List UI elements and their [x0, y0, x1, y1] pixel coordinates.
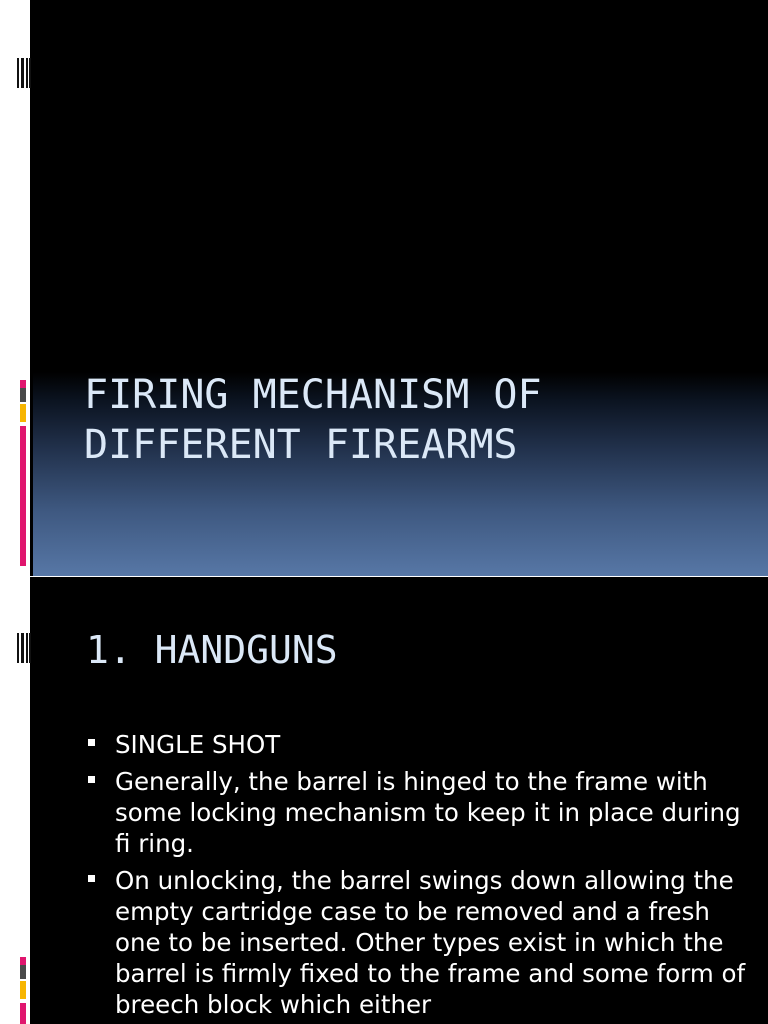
slide-title: FIRING MECHANISM OF DIFFERENT FIREARMS	[84, 372, 542, 468]
list-item	[88, 766, 748, 859]
bullet-text: SINGLE SHOT	[115, 730, 281, 759]
barcode-bars-decoration-icon	[17, 58, 31, 88]
square-bullet-icon	[88, 875, 95, 882]
bullet-text: On unlocking, the barrel swings down allowing the empty cartridge case to be removed and a fresh one to be inserted. Other types exist in which the barrel is firmly fixed to the frame and some form of breech block which either	[115, 866, 746, 1019]
square-bullet-icon	[88, 739, 95, 746]
bullet-list	[88, 729, 748, 1024]
list-item	[88, 865, 748, 1020]
slide-handguns	[0, 577, 768, 1024]
accent-stripe-decoration-icon	[20, 380, 26, 566]
accent-stripe-decoration-icon	[20, 957, 26, 1024]
list-item	[88, 729, 748, 760]
barcode-bars-decoration-icon	[17, 633, 31, 663]
bullet-text: Generally, the barrel is hinged to the frame with some locking mechanism to keep it in place during fi ring.	[115, 767, 741, 858]
square-bullet-icon	[88, 776, 95, 783]
section-heading: 1. HANDGUNS	[86, 628, 338, 672]
